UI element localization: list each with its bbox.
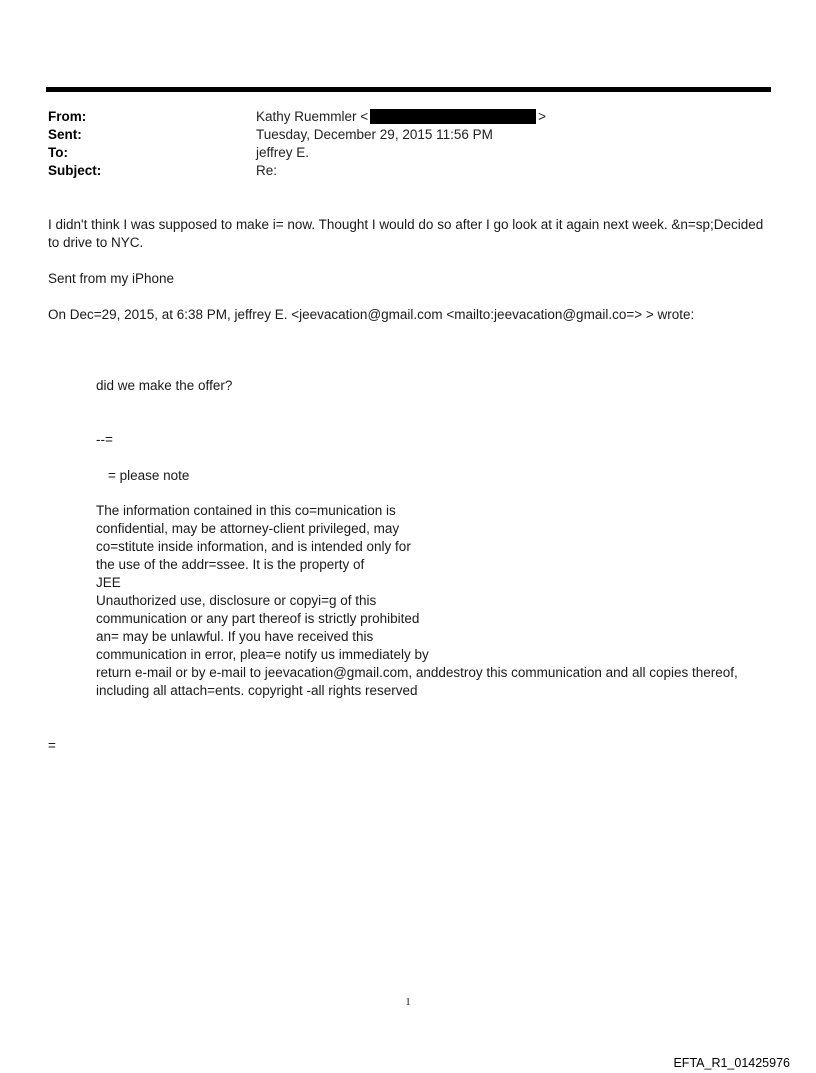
disclaimer xyxy=(96,502,786,700)
quoted-question: did we make the offer? xyxy=(96,378,233,393)
sent-value: Tuesday, December 29, 2015 11:56 PM xyxy=(256,127,493,142)
disclaimer-line: an= may be unlawful. If you have received this xyxy=(96,629,374,644)
bates-number: EFTA_R1_01425976 xyxy=(673,1056,790,1070)
from-label: From: xyxy=(48,109,87,124)
disclaimer-line: confidential, may be attorney-client privileged, may xyxy=(96,521,400,536)
redaction-block xyxy=(370,109,536,124)
sent-label: Sent: xyxy=(48,127,82,142)
message-line-2: to drive to NYC. xyxy=(48,235,144,250)
message-line-1: I didn't think I was supposed to make i= now. Thought I would do so after I go look at it again next week. &n=sp;Decided xyxy=(48,217,764,232)
quoted-separator: --= xyxy=(96,432,113,447)
from-value xyxy=(256,108,546,126)
page-number: 1 xyxy=(405,996,411,1008)
to-label: To: xyxy=(48,145,68,160)
disclaimer-line: The information contained in this co=munication is xyxy=(96,503,396,518)
disclaimer-line: Unauthorized use, disclosure or copyi=g of this xyxy=(96,593,377,608)
to-value: jeffrey E. xyxy=(256,145,310,160)
from-name: Kathy Ruemmler < xyxy=(256,109,369,124)
disclaimer-line: co=stitute inside information, and is intended only for xyxy=(96,539,411,554)
message-paragraph xyxy=(48,216,778,252)
trailer-char: = xyxy=(48,738,56,753)
disclaimer-line: communication in error, plea=e notify us immediately by xyxy=(96,647,429,662)
subject-label: Subject: xyxy=(48,163,102,178)
from-close: > xyxy=(538,109,547,124)
disclaimer-line: JEE xyxy=(96,575,121,590)
disclaimer-line: communication or any part thereof is strictly prohibited xyxy=(96,611,420,626)
disclaimer-line: the use of the addr=ssee. It is the property of xyxy=(96,557,365,572)
quoted-note: = please note xyxy=(108,468,190,483)
disclaimer-line: return e-mail or by e-mail to jeevacation@gmail.com, anddestroy this communication and all copies thereof, xyxy=(96,665,738,680)
subject-value: Re: xyxy=(256,163,278,178)
quote-intro: On Dec=29, 2015, at 6:38 PM, jeffrey E. <jeevacation@gmail.com <mailto:jeevacation@gmail.co=> > wrote: xyxy=(48,307,695,322)
header-rule xyxy=(46,87,771,92)
signature: Sent from my iPhone xyxy=(48,271,175,286)
disclaimer-line: including all attach=ents. copyright -all rights reserved xyxy=(96,683,418,698)
